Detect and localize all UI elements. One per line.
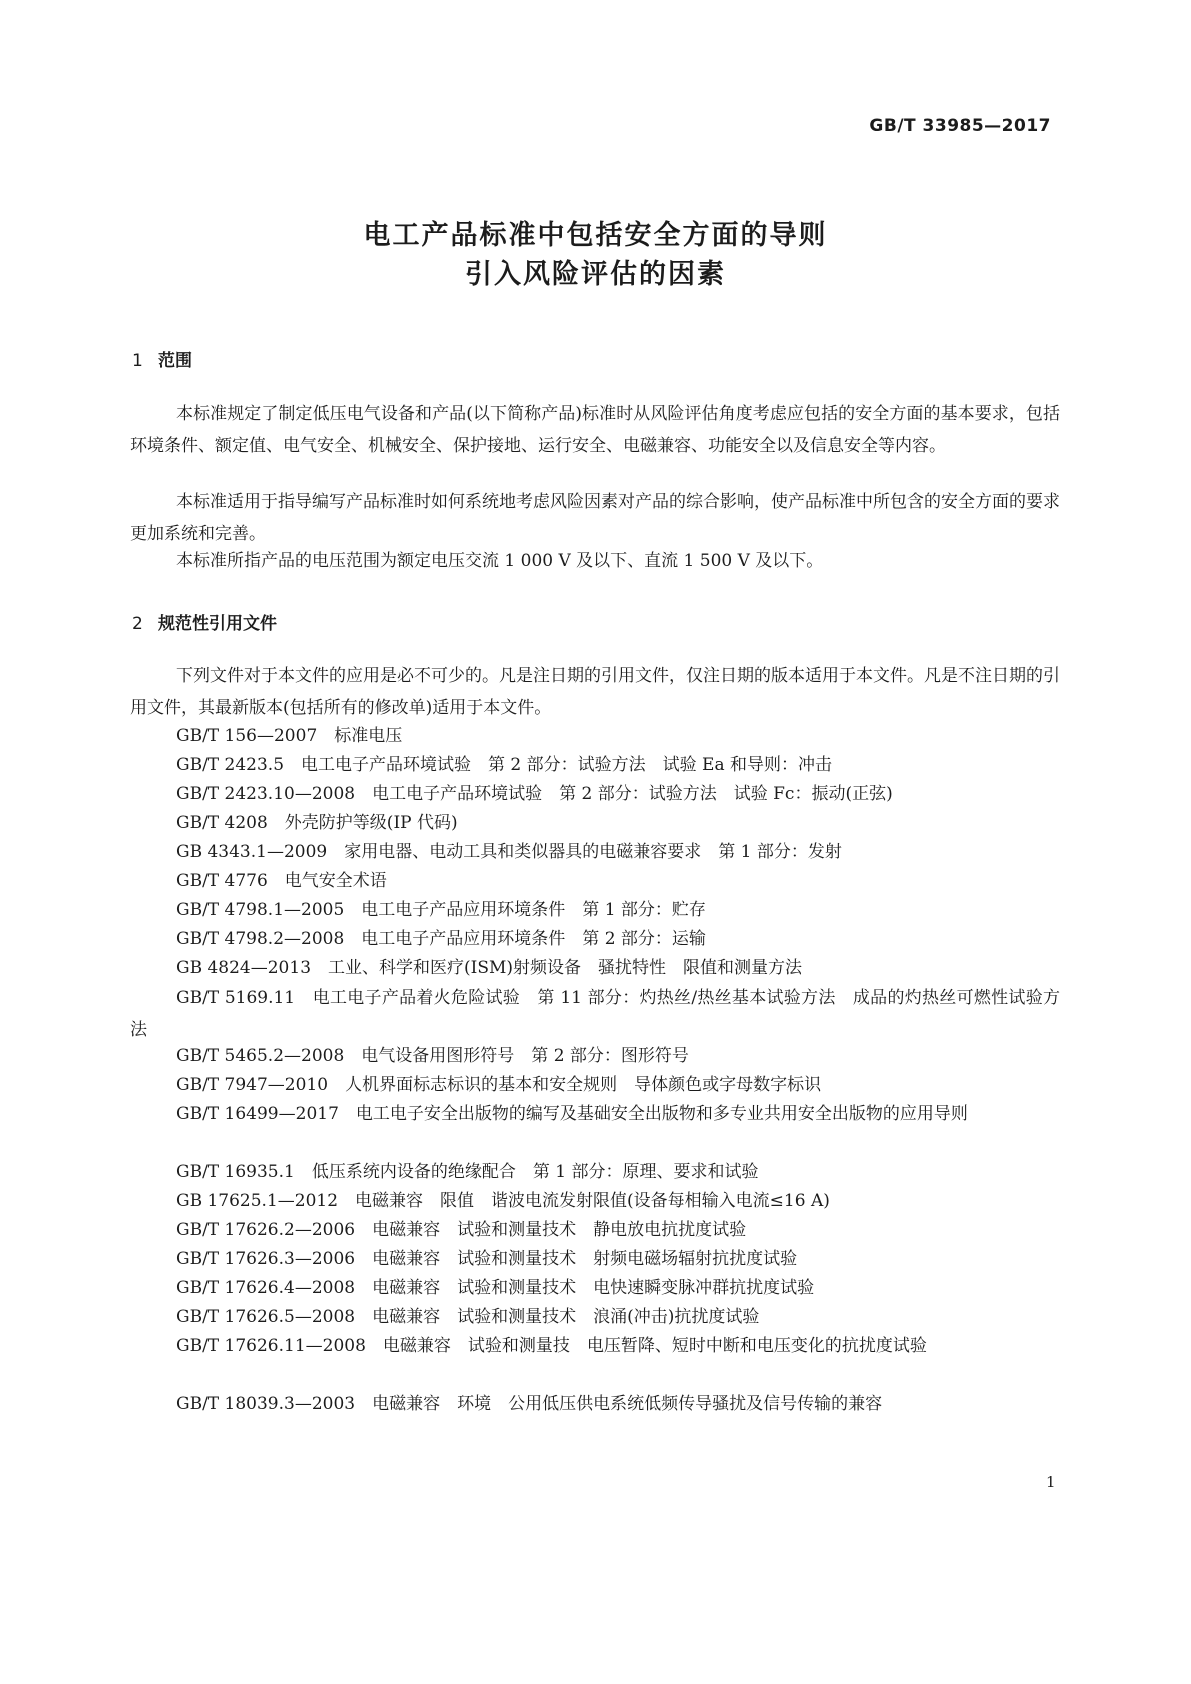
reference-item: GB/T 4798.1—2005 电工电子产品应用环境条件 第 1 部分：贮存 [176,900,706,920]
section-1-number: 1 [132,351,143,371]
reference-item: GB/T 4776 电气安全术语 [176,871,387,891]
reference-item: GB/T 17626.11—2008 电磁兼容 试验和测量技 电压暂降、短时中断和电压变化的抗扰度试验 [176,1336,927,1356]
reference-item: GB/T 156—2007 标准电压 [176,726,403,746]
reference-item: GB/T 7947—2010 人机界面标志标识的基本和安全规则 导体颜色或字母数字标识 [176,1075,822,1095]
reference-item: GB/T 17626.5—2008 电磁兼容 试验和测量技术 浪涌(冲击)抗扰度试验 [176,1307,760,1327]
document-title-line-1: 电工产品标准中包括安全方面的导则 [363,220,828,251]
section-1-heading [132,346,192,371]
reference-item: GB/T 18039.3—2003 电磁兼容 环境 公用低压供电系统低频传导骚扰及信号传输的兼容 [176,1394,883,1414]
section-1-paragraph: 本标准所指产品的电压范围为额定电压交流 1 000 V 及以下、直流 1 500 V 及以下。 [176,551,824,571]
page-number: 1 [1046,1473,1056,1491]
reference-item: GB 17625.1—2012 电磁兼容 限值 谐波电流发射限值(设备每相输入电流≤16 A) [176,1191,830,1211]
reference-item: GB/T 2423.5 电工电子产品环境试验 第 2 部分：试验方法 试验 Ea 和导则：冲击 [176,755,833,775]
reference-item: GB/T 17626.2—2006 电磁兼容 试验和测量技术 静电放电抗扰度试验 [176,1220,747,1240]
section-1-title: 范围 [158,351,192,371]
reference-item: GB/T 5465.2—2008 电气设备用图形符号 第 2 部分：图形符号 [176,1046,689,1066]
section-2-intro: 下列文件对于本文件的应用是必不可少的。凡是注日期的引用文件，仅注日期的版本适用于本文件。凡是不注日期的引用文件，其最新版本(包括所有的修改单)适用于本文件。 [130,666,1060,718]
reference-item: GB/T 16935.1 低压系统内设备的绝缘配合 第 1 部分：原理、要求和试验 [176,1162,759,1182]
reference-item: GB/T 5169.11 电工电子产品着火危险试验 第 11 部分：灼热丝/热丝基本试验方法 成品的灼热丝可燃性试验方法 [130,988,1060,1040]
reference-item: GB 4824—2013 工业、科学和医疗(ISM)射频设备 骚扰特性 限值和测量方法 [176,958,803,978]
document-title-line-2: 引入风险评估的因素 [465,259,726,290]
reference-item: GB 4343.1—2009 家用电器、电动工具和类似器具的电磁兼容要求 第 1 部分：发射 [176,842,842,862]
reference-item: GB/T 16499—2017 电工电子安全出版物的编写及基础安全出版物和多专业共用安全出版物的应用导则 [176,1104,968,1124]
reference-item: GB/T 4208 外壳防护等级(IP 代码) [176,813,458,833]
section-1-paragraph: 本标准规定了制定低压电气设备和产品(以下简称产品)标准时从风险评估角度考虑应包括的安全方面的基本要求，包括环境条件、额定值、电气安全、机械安全、保护接地、运行安全、电磁兼容、功能安全以及信息安全等内容。 [130,404,1060,456]
reference-item: GB/T 17626.4—2008 电磁兼容 试验和测量技术 电快速瞬变脉冲群抗扰度试验 [176,1278,815,1298]
standard-code: GB/T 33985—2017 [869,116,1051,136]
reference-item: GB/T 17626.3—2006 电磁兼容 试验和测量技术 射频电磁场辐射抗扰度试验 [176,1249,798,1269]
section-2-title: 规范性引用文件 [158,614,277,634]
reference-item: GB/T 4798.2—2008 电工电子产品应用环境条件 第 2 部分：运输 [176,929,706,949]
section-1-paragraph: 本标准适用于指导编写产品标准时如何系统地考虑风险因素对产品的综合影响，使产品标准中所包含的安全方面的要求更加系统和完善。 [130,492,1060,544]
section-2-heading [132,609,277,634]
reference-item: GB/T 2423.10—2008 电工电子产品环境试验 第 2 部分：试验方法 试验 Fc：振动(正弦) [176,784,893,804]
section-2-number: 2 [132,614,143,634]
